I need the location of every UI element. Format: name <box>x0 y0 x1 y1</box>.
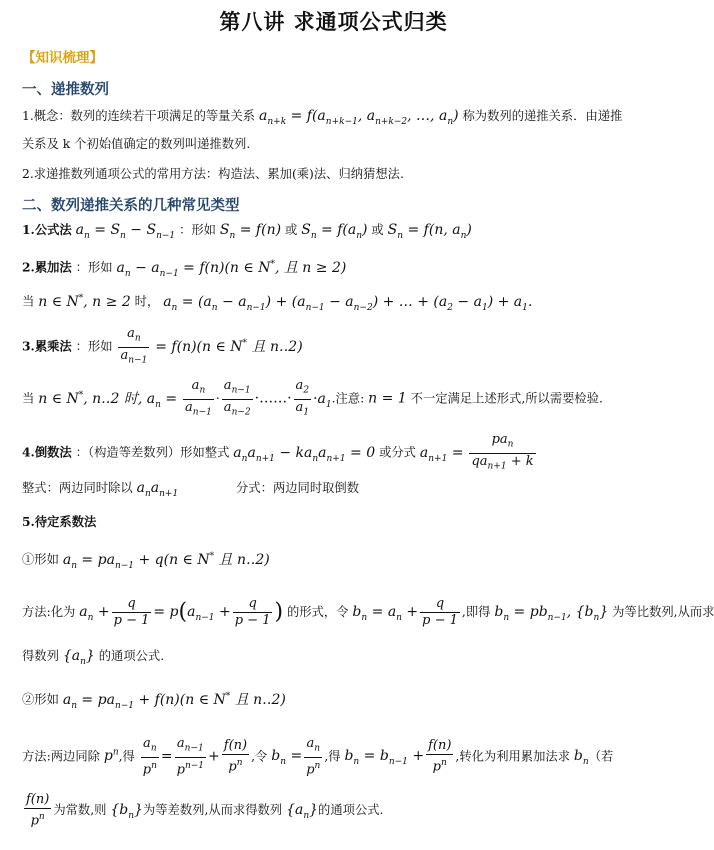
type-5-2-last-text: 为常数,则 <box>53 803 107 818</box>
type-5-2-m6: （若 <box>588 749 614 764</box>
type-5-1-m4: 为等比数列,从而求 <box>612 605 714 619</box>
type-5-1-line <box>22 548 653 573</box>
type-3-note2: 不一定满足上述形式,所以需要检验. <box>410 391 603 406</box>
type-5-2-m5: ,转化为利用累加法求 <box>455 749 570 764</box>
frac-1: $\frac{a_n}{a_{n-1}}$ <box>185 378 212 418</box>
type-2-mid: ：形如 <box>75 260 113 275</box>
type-2-line <box>22 256 653 281</box>
type-4-label: 4.倒数法 <box>22 444 72 460</box>
type-2-line-2 <box>22 290 653 315</box>
type-5-2-method: 方法:两边同除 $p^n$,得 $\frac{a_n}{p^n}$ = $\frac{a_{n-1}}{p^{n-1}}$ + $\frac{f(n)}{p^n}$ ,令 $b_n$ = $\frac{a_n}{p^n}$ ,得 $b_n = b_{n-1}$ + $\frac{f(n)}{p^n}$ ,转化为利用累加法求 $b_n$（若 <box>22 736 614 777</box>
section-tag: 【知识梳理】 <box>22 50 103 66</box>
frac-fn-pn-c: $\frac{f(n)}{p^n}$ <box>26 792 50 829</box>
formula-sn-fnan: $S_n = f(n$, $a_n$) <box>387 222 472 241</box>
type-3-mid: ：形如 <box>75 339 113 354</box>
formula-n-cond-2: n ∈ N*, n‥2 时, $a_n$ = <box>38 389 178 410</box>
type-5-2-last2: 为等差数列,从而求得数列 <box>142 803 283 818</box>
type-5-1-label: ①形如 <box>22 552 59 567</box>
formula-multiplicative: = f(n)(n ∈ N* 且 n‥2) <box>155 337 303 355</box>
frac-pan: $\frac{pa_n}{qa_{n+1} + k}$ <box>471 432 534 472</box>
frac-fn-pn-b: $\frac{f(n)}{p^n}$ <box>428 738 452 775</box>
type-1-line <box>22 222 653 244</box>
frac-q-p1-b: $\frac{q}{p - 1}$ <box>234 596 271 628</box>
type-5-1-line-3: 得数列 $\{a_n\}$ 的通项公式. <box>22 648 165 667</box>
type-4-or: 或分式 <box>379 445 416 460</box>
type-3-note: .注意: <box>331 391 365 406</box>
type-3-line <box>22 326 653 368</box>
formula-additive-sum: $a_n = (a_n - a_{n-1}) + (a_{n-1} - a_{n-2})$ + … + $(a_2 - a_1) + a_1$. <box>163 293 533 313</box>
type-4-mid: ：（构造等差数列）形如整式 <box>75 445 230 460</box>
formula-recursion: $a_{n+k} = f(a_{n+k-1}$, $a_{n+k-2}$, …, $a_n$) <box>259 108 459 127</box>
formula-n-cond: n ∈ N*, n ≥ 2 <box>38 293 131 310</box>
type-4-l2a: 整式：两边同时除以 <box>22 481 133 495</box>
formula-sn: $a_n = S_n - S_{n-1}$ <box>75 222 176 241</box>
frac-an-pn: $\frac{a_n}{p^n}$ <box>142 736 157 777</box>
type-5-2-last: $\frac{f(n)}{p^n}$ 为常数,则 $\{b_n\}$为等差数列,从而求得数列 $\{a_n\}$的通项公式. <box>26 792 384 829</box>
type-2-label: 2.累加法 <box>22 259 72 275</box>
page-title: 第八讲 求通项公式归类 <box>219 9 448 34</box>
concept-label: 1.概念：数列的连续若干项满足的等量关系 <box>22 109 256 123</box>
type-5-1-method-text: 方法:化为 <box>22 605 76 619</box>
concept-line-2: 关系及 k 个初始值确定的数列叫递推数列. <box>22 137 251 151</box>
concept-line-1 <box>22 108 653 130</box>
type-5-1-l3: 得数列 <box>22 649 59 663</box>
formula-additive: $a_n - a_{n-1} = f(n)(n$ ∈ N*, 且 n ≥ 2) <box>116 259 347 279</box>
frac-an1-pn1: $\frac{a_{n-1}}{p^{n-1}}$ <box>176 736 205 777</box>
heading-recursive-sequence: 一、递推数列 <box>22 81 109 98</box>
type-5-2-line <box>22 688 653 713</box>
type-5-1-l3b: 的通项公式. <box>98 649 165 663</box>
type-3-label: 3.累乘法 <box>22 338 72 354</box>
type-1-or-1: 或 <box>284 223 298 237</box>
type-5-2-m2: ,得 <box>118 749 135 764</box>
type-4-line-2 <box>22 480 653 502</box>
type-5-1-m3: ,即得 <box>461 605 491 619</box>
formula-sn-fn: $S_n = f(n)$ <box>219 222 282 241</box>
formula-nonlinear: $a_n = pa_{n-1} + f(n)(n$ ∈ N* 且 n‥2) <box>62 691 286 711</box>
type-5-2-method-text: 方法:两边同除 <box>22 749 100 764</box>
type-5-2-m4: ,得 <box>324 749 341 764</box>
frac-3: $\frac{a_2}{a_1}$ <box>295 378 310 418</box>
type-5-1-m2: 的形式，令 <box>287 605 349 619</box>
type-3-line-2: 当 n ∈ N*, n‥2 时, $a_n$ = $\frac{a_n}{a_{n-1}}$ · $\frac{a_{n-1}}{a_{n-2}}$ ·……· $\frac{a_2}{a_1}$ $\cdot a_1$.注意: n = 1 不一定满足上述形式,所以需要检验. <box>22 378 653 420</box>
type-5-1-method: 方法:化为 $a_n$ + $\frac{q}{p - 1}$ = $p(a_{n-1}$ + $\frac{q}{p - 1}$ ) 的形式，令 $b_n = a_n$ + $\frac{q}{p - 1}$ ,即得 $b_n = pb_{n-1}$, $\{b_n\}$ 为等比数列,从而求 <box>22 596 714 628</box>
formula-sn-fan: $S_n = f(a_n)$ <box>301 222 368 241</box>
formula-n-eq-1: n = 1 <box>368 390 407 407</box>
frac-an-an1: $\frac{a_n}{a_{n-1}}$ <box>120 326 148 366</box>
formula-integral-form: $a_na_{n+1} - ka_na_{n+1} = 0$ <box>233 444 376 464</box>
frac-an-pn-b: $\frac{a_n}{p^n}$ <box>306 736 321 777</box>
type-5-2-last3: 的通项公式. <box>318 803 384 818</box>
type-2-when: 当 <box>22 294 35 309</box>
type-2-when2: 时， <box>134 294 160 309</box>
type-4-l2b: 分式：两边同时取倒数 <box>236 481 360 495</box>
type-5-label: 5.待定系数法 <box>22 514 97 529</box>
formula-fraction-lhs: $a_{n+1}$ = <box>419 444 464 464</box>
frac-2: $\frac{a_{n-1}}{a_{n-2}}$ <box>223 378 251 418</box>
type-5-2-m3: ,令 <box>251 749 268 764</box>
type-1-or-2: 或 <box>371 223 384 237</box>
frac-q-p1-c: $\frac{q}{p - 1}$ <box>422 596 458 628</box>
concept-rest: 称为数列的递推关系．由递推 <box>462 109 623 123</box>
formula-an-an1: $a_na_{n+1}$ <box>136 480 179 499</box>
methods-line: 2.求递推数列通项公式的常用方法：构造法、累加(乘)法、归纳猜想法. <box>22 167 404 181</box>
type-4-line <box>22 432 653 474</box>
heading-common-types: 二、数列递推关系的几种常见类型 <box>22 197 240 214</box>
type-1-mid: ：形如 <box>179 223 216 237</box>
type-5-2-label: ②形如 <box>22 692 59 707</box>
type-3-when: 当 <box>22 391 35 406</box>
type-1-label: 1.公式法 <box>22 222 72 237</box>
frac-q-p1: $\frac{q}{p - 1}$ <box>113 596 150 628</box>
formula-linear: $a_n = pa_{n-1} + q(n$ ∈ N* 且 n‥2) <box>62 551 270 571</box>
frac-fn-pn: $\frac{f(n)}{p^n}$ <box>223 738 248 775</box>
